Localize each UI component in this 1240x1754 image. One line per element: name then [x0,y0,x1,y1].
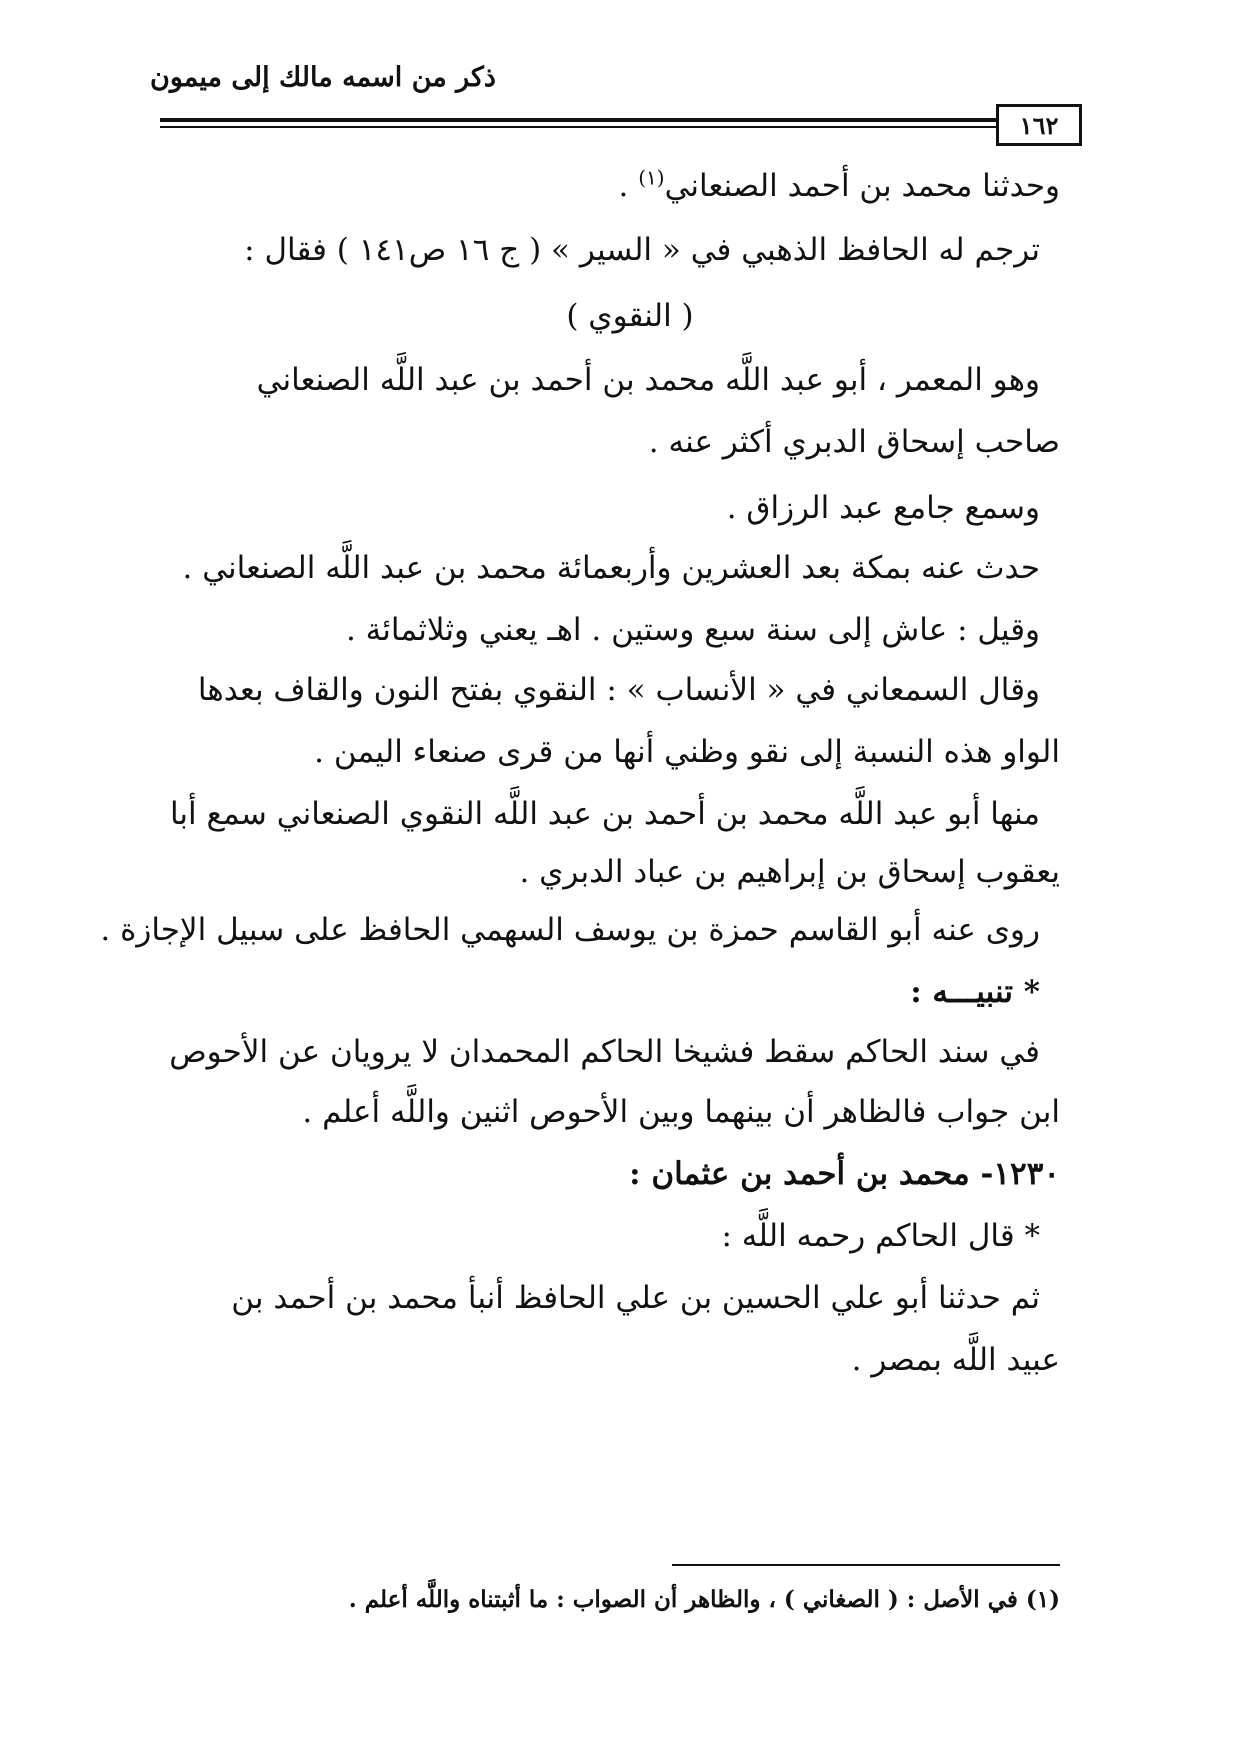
text-line-19: ثم حدثنا أبو علي الحسين بن علي الحافظ أنبأ محمد بن أحمد بن [231,1280,1040,1316]
text-line-7: حدث عنه بمكة بعد العشرين وأربعمائة محمد بن عبد اللَّه الصنعاني . [182,550,1040,586]
page-number-text: ١٦٢ [1019,110,1059,140]
text-line-8: وقيل : عاش إلى سنة سبع وستين . اهـ يعني وثلاثمائة . [345,612,1040,648]
text-line-6: وسمع جامع عبد الرزاق . [726,490,1040,526]
text-line-9: وقال السمعاني في « الأنساب » : النقوي بفتح النون والقاف بعدها [197,672,1040,708]
text-line-11: منها أبو عبد اللَّه محمد بن أحمد بن عبد اللَّه النقوي الصنعاني سمع أبا [169,796,1040,832]
footnote-separator [672,1564,1060,1566]
text-line-13: روى عنه أبو القاسم حمزة بن يوسف السهمي الحافظ على سبيل الإجازة . [100,912,1040,948]
footnote-1: (١) في الأصل : ( الصغاني ) ، والظاهر أن الصواب : ما أثبتناه واللَّه أعلم . [348,1586,1060,1613]
text-line-1 [170,165,1060,205]
text-line-2: ترجم له الحافظ الذهبي في « السير » ( ج ١٦ ص١٤١ ) فقال : [244,232,1040,268]
text-line-20: عبيد اللَّه بمصر . [851,1342,1060,1378]
text-line-1-end: . [618,168,639,204]
text-line-12: يعقوب إسحاق بن إبراهيم بن عباد الدبري . [519,854,1060,890]
text-line-4: وهو المعمر ، أبو عبد اللَّه محمد بن أحمد بن عبد اللَّه الصنعاني [256,362,1040,398]
entry-heading-1230: ١٢٣٠- محمد بن أحمد بن عثمان : [629,1156,1060,1192]
header-rule-thin [160,126,1060,128]
notice-heading: * تنبيـــه : [910,974,1040,1010]
running-header-title: ذكر من اسمه مالك إلى ميمون [150,62,496,93]
text-line-3-subheading: ( النقوي ) [566,298,694,334]
text-line-15: في سند الحاكم سقط فشيخا الحاكم المحمدان لا يرويان عن الأحوص [169,1034,1040,1070]
text-line-5: صاحب إسحاق الدبري أكثر عنه . [648,424,1060,460]
page-number [996,104,1082,146]
text-line-18: * قال الحاكم رحمه اللَّه : [721,1218,1040,1254]
text-line-10: الواو هذه النسبة إلى نقو وظني أنها من قرى صنعاء اليمن . [314,734,1060,770]
text-line-16: ابن جواب فالظاهر أن بينهما وبين الأحوص اثنين واللَّه أعلم . [302,1094,1060,1130]
footnote-reference-marker: (١) [638,165,665,190]
text-line-1-main: وحدثنا محمد بن أحمد الصنعاني [664,168,1060,204]
header-rule-thick [160,118,1060,122]
